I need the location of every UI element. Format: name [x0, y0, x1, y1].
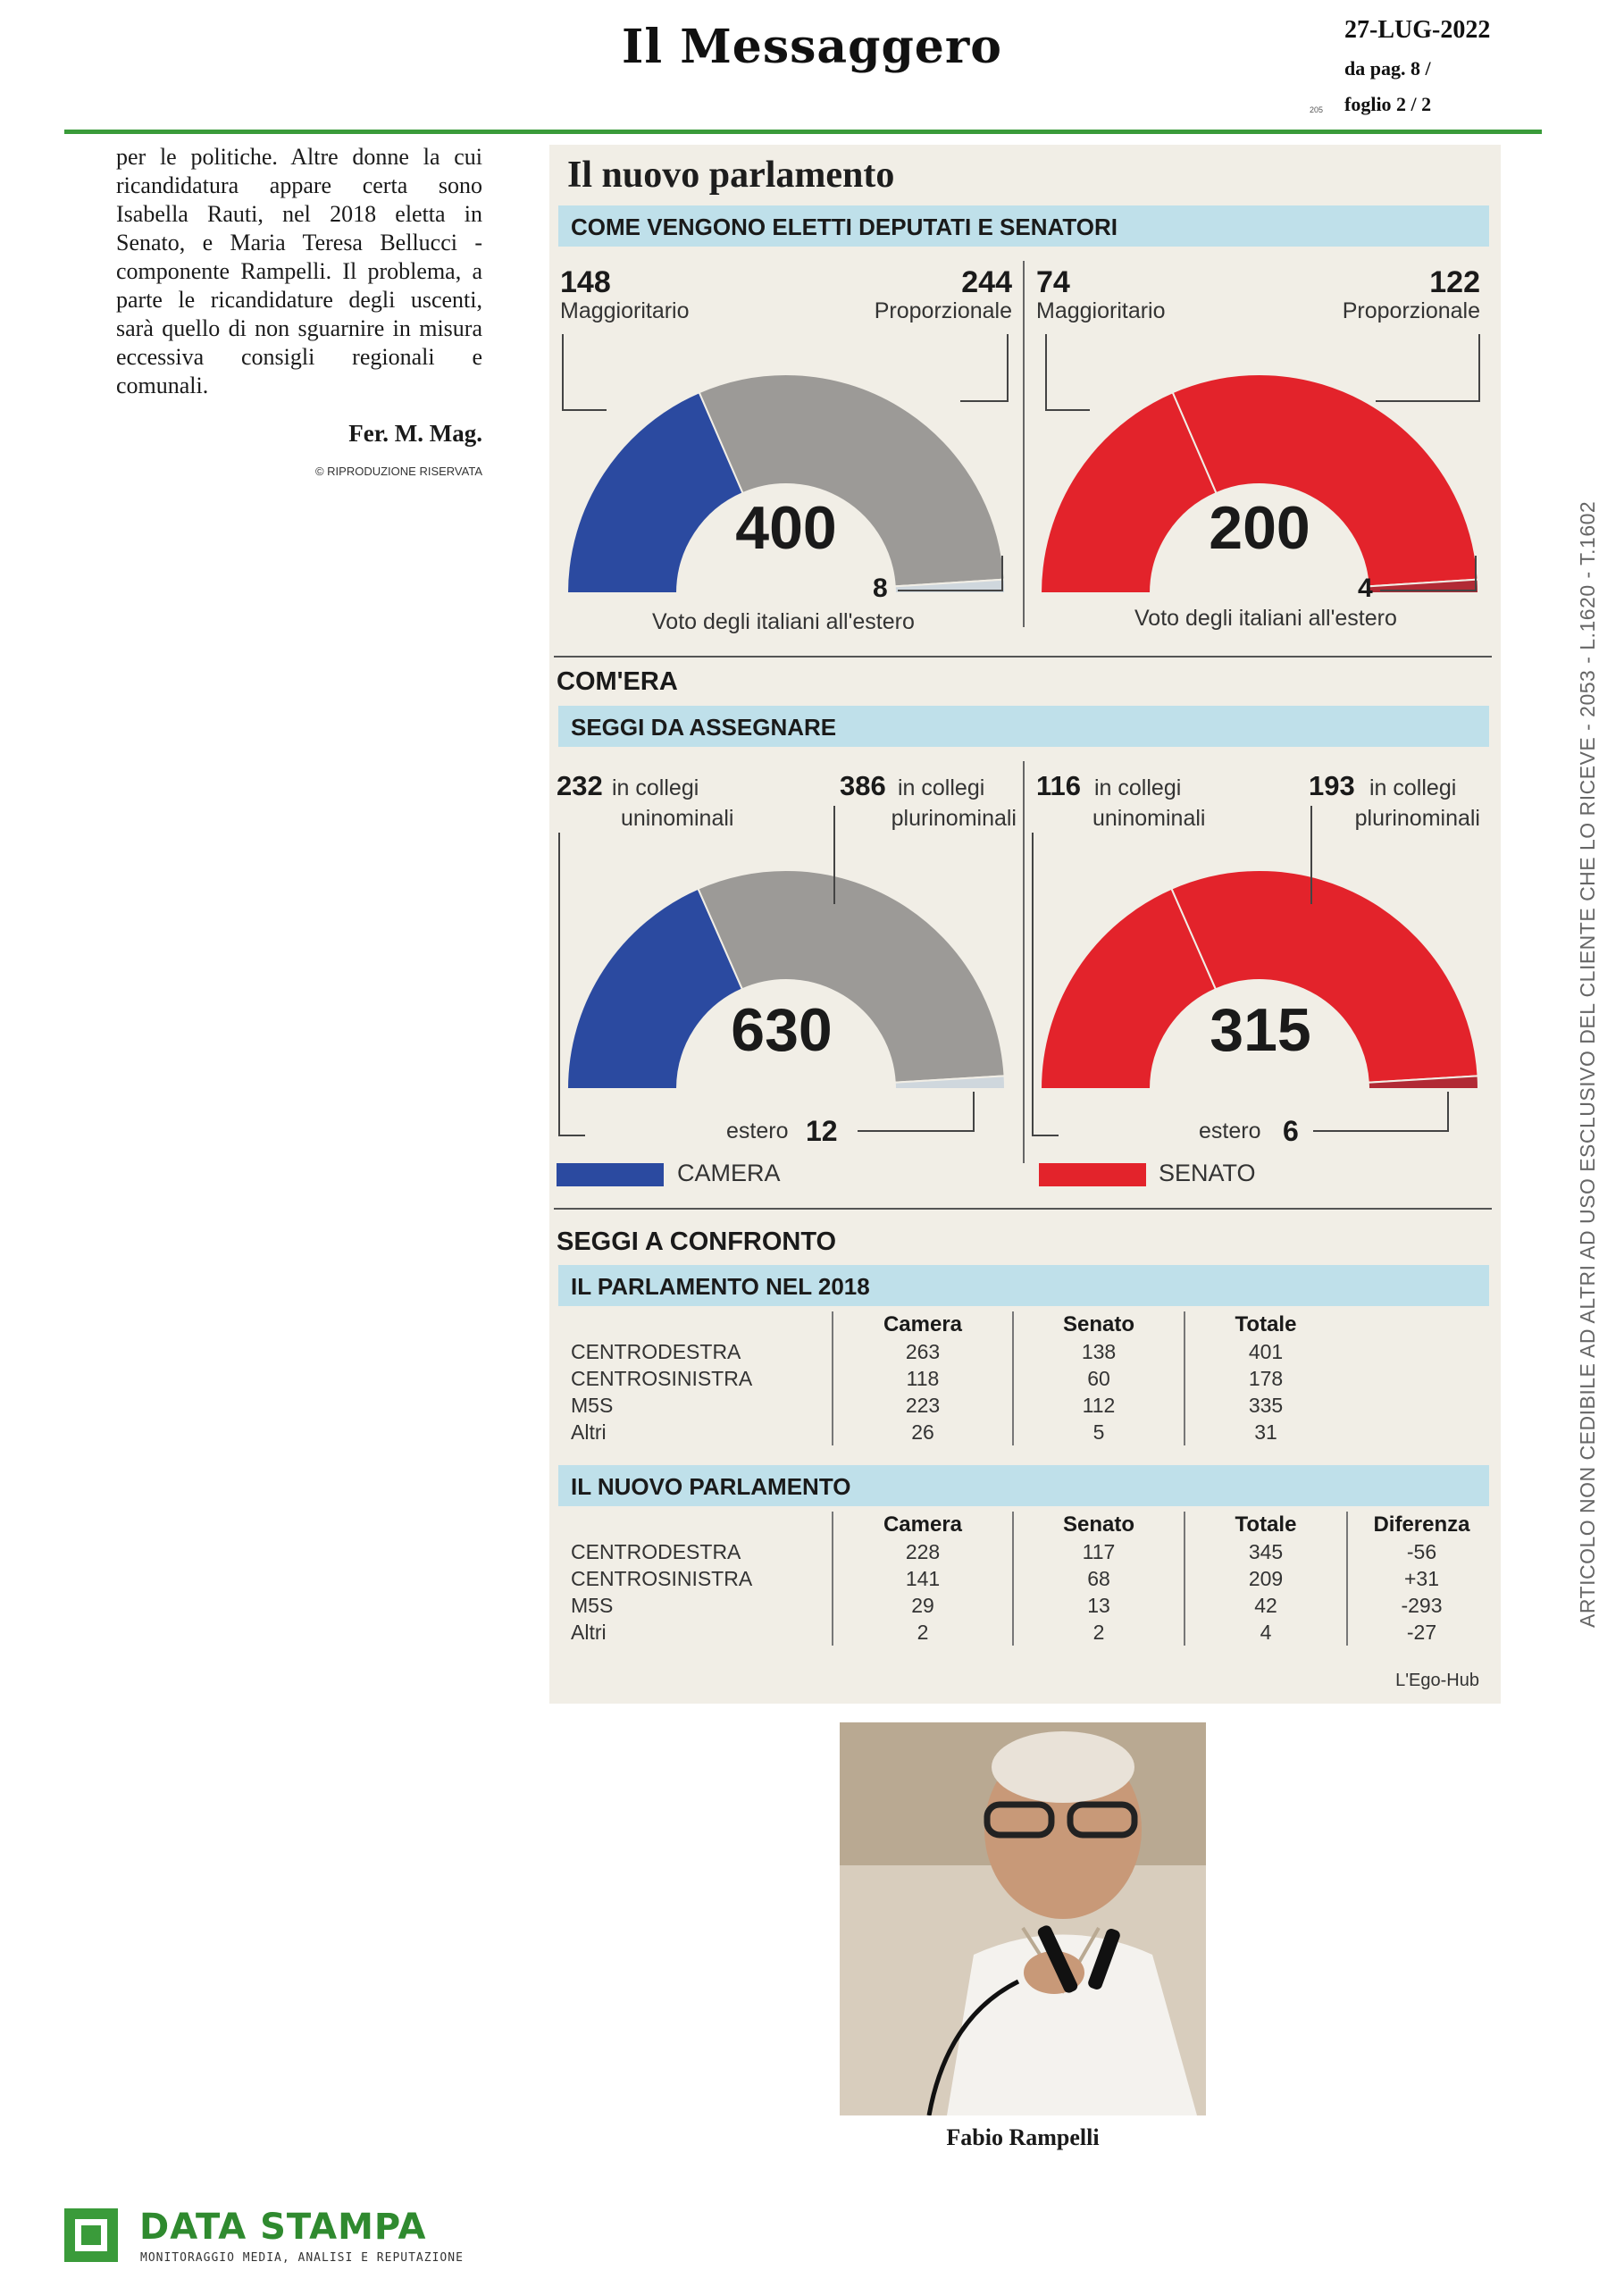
section-bar-2018 — [558, 1265, 1489, 1306]
leader-line — [1478, 334, 1480, 401]
leader-line — [1380, 590, 1477, 591]
camera-old-uninominali-label-b: uninominali — [621, 806, 734, 831]
portrait-illustration — [840, 1722, 1206, 2115]
table-cell: 42 — [1185, 1592, 1347, 1619]
leader-line — [562, 409, 607, 411]
table-cell: CENTROSINISTRA — [571, 1566, 753, 1590]
table-2018 — [571, 1311, 1346, 1445]
table-cell: CENTRODESTRA — [571, 1339, 741, 1363]
camera-old-plurinominali-label-a: in collegi — [898, 775, 985, 800]
legend-camera-swatch — [557, 1163, 664, 1186]
section-bar-nuovo-label: IL NUOVO PARLAMENTO — [571, 1473, 851, 1500]
senato-new-total: 200 — [1209, 494, 1310, 562]
senato-old-plurinominali-label-b: plurinominali — [1354, 806, 1480, 831]
senato-old-plurinominali-value: 193 — [1309, 770, 1355, 801]
table-cell: 26 — [833, 1419, 1013, 1445]
camera-old-plurinominali-value: 386 — [840, 770, 886, 801]
camera-new-estero-label: Voto degli italiani all'estero — [652, 609, 915, 634]
senato-new-gauge — [1023, 368, 1496, 600]
table-nuovo — [571, 1512, 1495, 1646]
header-sheet: foglio 2 / 2 — [1344, 93, 1432, 115]
section-bar-seggi — [558, 706, 1489, 747]
data-stampa-logo-icon — [64, 2208, 118, 2262]
table-cell: 345 — [1185, 1538, 1347, 1565]
senato-old-total: 315 — [1210, 996, 1311, 1064]
leader-line — [1032, 1135, 1059, 1136]
header-date: 27-LUG-2022 — [1344, 16, 1491, 44]
table-cell: +31 — [1347, 1565, 1495, 1592]
table-cell: 335 — [1185, 1392, 1346, 1419]
side-disclaimer: ARTICOLO NON CEDIBILE AD ALTRI AD USO ESCLUSIVO DEL CLIENTE CHE LO RICEVE - 2053 - L.1620 - T.1602 — [1576, 500, 1599, 1628]
table-cell: 117 — [1013, 1538, 1185, 1565]
senato-old-plurinominali-label-a: in collegi — [1369, 775, 1457, 800]
camera-old-total: 630 — [731, 996, 833, 1064]
table-cell: 401 — [1185, 1338, 1346, 1365]
header-tiny-code: 205 — [1310, 105, 1324, 114]
table-cell: 263 — [833, 1338, 1013, 1365]
leader-line — [1447, 1092, 1449, 1132]
table-cell: 60 — [1013, 1365, 1185, 1392]
camera-new-maggioritario-value: 148 — [560, 265, 611, 299]
table-cell: 2 — [1013, 1619, 1185, 1646]
table-header: Senato — [1013, 1311, 1185, 1338]
infographic-title: Il nuovo parlamento — [567, 155, 895, 196]
article-byline: Fer. M. Mag. — [348, 420, 482, 447]
table-header-row — [571, 1512, 1495, 1538]
table-cell: -56 — [1347, 1538, 1495, 1565]
senato-new-proporzionale-label: Proporzionale — [1342, 298, 1480, 323]
header-page: da pag. 8 / — [1344, 57, 1431, 80]
photo-caption: Fabio Rampelli — [946, 2124, 1100, 2150]
table-header-row — [571, 1311, 1346, 1338]
leader-line — [973, 1092, 975, 1132]
senato-new-estero-value: 4 — [1358, 574, 1373, 603]
camera-new-gauge — [549, 368, 1023, 600]
table-cell: 141 — [833, 1565, 1013, 1592]
senato-new-maggioritario-value: 74 — [1036, 265, 1070, 299]
table-cell: -293 — [1347, 1592, 1495, 1619]
camera-old-plurinominali-label-b: plurinominali — [891, 806, 1017, 831]
leader-line — [558, 1135, 585, 1136]
senato-old-estero-value: 6 — [1283, 1115, 1299, 1147]
camera-old-uninominali-label-a: in collegi — [612, 775, 699, 800]
leader-line — [858, 1130, 975, 1132]
header-info — [1344, 16, 1490, 116]
leader-line — [833, 806, 835, 904]
senato-new-proporzionale-value: 122 — [1429, 265, 1480, 299]
header-rule — [64, 130, 1542, 134]
table-cell: 223 — [833, 1392, 1013, 1419]
camera-old-estero-label: estero — [726, 1118, 789, 1144]
table-row — [571, 1538, 1495, 1565]
table-cell: 118 — [833, 1365, 1013, 1392]
camera-old-estero-value: 12 — [806, 1115, 838, 1147]
section-bar-eletti — [558, 205, 1489, 247]
table-row — [571, 1592, 1495, 1619]
section-divider — [554, 1208, 1492, 1210]
table-row — [571, 1338, 1346, 1365]
table-row — [571, 1619, 1495, 1646]
table-cell: 31 — [1185, 1419, 1346, 1445]
table-cell: CENTRODESTRA — [571, 1539, 741, 1563]
legend-senato-swatch — [1039, 1163, 1146, 1186]
masthead-title: Il Messaggero — [622, 20, 1002, 74]
legend-senato-label: SENATO — [1159, 1160, 1256, 1186]
section-bar-nuovo — [558, 1465, 1489, 1506]
table-header — [571, 1311, 833, 1338]
table-header: Totale — [1185, 1512, 1347, 1538]
table-row — [571, 1365, 1346, 1392]
table-cell: 68 — [1013, 1565, 1185, 1592]
table-cell: 209 — [1185, 1565, 1347, 1592]
leader-line — [1007, 334, 1009, 401]
leader-line — [960, 400, 1009, 402]
infographic-credit: L'Ego-Hub — [1395, 1671, 1479, 1690]
table-header — [571, 1512, 833, 1538]
section-title-comera: COM'ERA — [557, 667, 678, 696]
table-row — [571, 1565, 1495, 1592]
leader-line — [1313, 1130, 1449, 1132]
infographic — [549, 145, 1501, 1704]
leader-line — [1475, 556, 1477, 591]
leader-line — [1032, 833, 1034, 1136]
leader-line — [1045, 334, 1047, 410]
footer-brand-tagline: MONITORAGGIO MEDIA, ANALISI E REPUTAZIONE — [140, 2251, 464, 2265]
table-cell: 13 — [1013, 1592, 1185, 1619]
section-title-confronto: SEGGI A CONFRONTO — [557, 1227, 837, 1256]
article-text: per le politiche. Altre donne la cui ricandidatura appare certa sono Isabella Rauti, nel 2018 eletta in Senato, e Maria Teresa Bellucci - componente Rampelli. Il problema, a parte le ricandidature degli uscenti, sarà quello di non sguarnire in misura eccessiva consigli regionali e comunali. — [116, 144, 482, 398]
camera-new-total: 400 — [735, 494, 837, 562]
section-bar-seggi-label: SEGGI DA ASSEGNARE — [571, 714, 837, 741]
table-cell: 4 — [1185, 1619, 1347, 1646]
leader-line — [898, 590, 1003, 591]
leader-line — [1001, 556, 1003, 591]
camera-old-uninominali-value: 232 — [557, 770, 603, 801]
senato-old-estero-label: estero — [1199, 1118, 1261, 1144]
camera-new-maggioritario-label: Maggioritario — [560, 298, 690, 323]
table-header: Diferenza — [1347, 1512, 1495, 1538]
senato-old-uninominali-value: 116 — [1036, 770, 1082, 801]
table-cell: 112 — [1013, 1392, 1185, 1419]
table-cell: 138 — [1013, 1338, 1185, 1365]
legend-camera-label: CAMERA — [677, 1160, 781, 1186]
table-cell: 228 — [833, 1538, 1013, 1565]
table-cell: Altri — [571, 1420, 607, 1444]
logo-square-core — [81, 2225, 101, 2245]
table-cell: 2 — [833, 1619, 1013, 1646]
section-bar-eletti-label: COME VENGONO ELETTI DEPUTATI E SENATORI — [571, 214, 1118, 240]
table-cell: 5 — [1013, 1419, 1185, 1445]
camera-new-proporzionale-value: 244 — [961, 265, 1012, 299]
table-cell: M5S — [571, 1593, 614, 1617]
table-header: Camera — [833, 1512, 1013, 1538]
leader-line — [558, 833, 560, 1136]
leader-line — [562, 334, 564, 410]
photo-fabio-rampelli — [840, 1722, 1206, 2115]
section-divider — [554, 656, 1492, 658]
table-header: Totale — [1185, 1311, 1346, 1338]
table-row — [571, 1392, 1346, 1419]
table-cell: 178 — [1185, 1365, 1346, 1392]
table-cell: -27 — [1347, 1619, 1495, 1646]
senato-old-uninominali-label-a: in collegi — [1094, 775, 1182, 800]
senato-old-uninominali-label-b: uninominali — [1092, 806, 1206, 831]
leader-line — [1376, 400, 1480, 402]
camera-new-proporzionale-label: Proporzionale — [874, 298, 1012, 323]
article-copyright: © RIPRODUZIONE RISERVATA — [314, 465, 482, 478]
table-cell: 29 — [833, 1592, 1013, 1619]
table-cell: Altri — [571, 1620, 607, 1644]
table-cell: CENTROSINISTRA — [571, 1366, 753, 1390]
camera-new-estero-value: 8 — [873, 574, 888, 603]
senato-new-estero-label: Voto degli italiani all'estero — [1134, 606, 1397, 631]
table-cell: M5S — [571, 1393, 614, 1417]
table-header: Senato — [1013, 1512, 1185, 1538]
section-bar-2018-label: IL PARLAMENTO NEL 2018 — [571, 1273, 870, 1300]
senato-new-maggioritario-label: Maggioritario — [1036, 298, 1166, 323]
leader-line — [1310, 806, 1312, 904]
table-header: Camera — [833, 1311, 1013, 1338]
leader-line — [1045, 409, 1090, 411]
table-row — [571, 1419, 1346, 1445]
footer-brand-name: DATA STAMPA — [139, 2207, 427, 2248]
